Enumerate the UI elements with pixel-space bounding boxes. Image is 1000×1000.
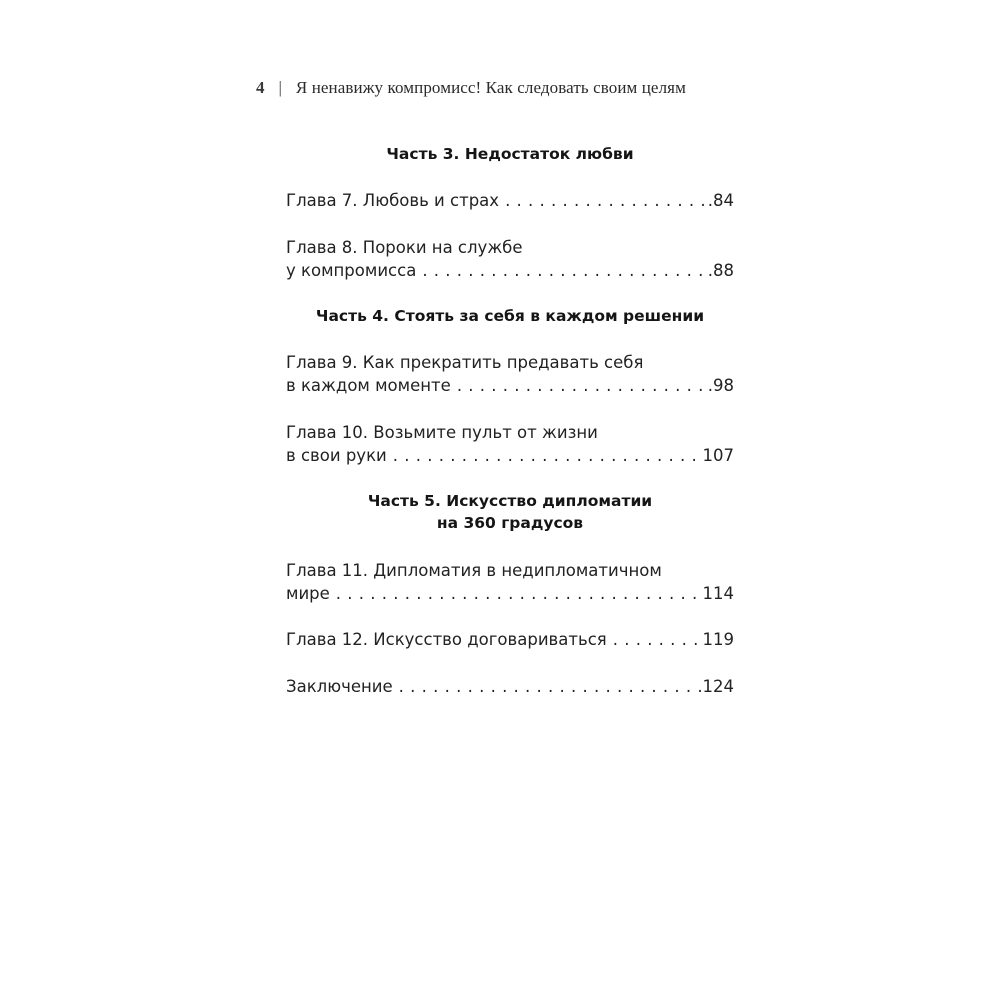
chapter-7-page: .84 <box>707 191 734 210</box>
part-3-title: Часть 3. Недостаток любви <box>386 145 634 163</box>
dot-leader <box>457 374 706 397</box>
conclusion-title: Заключение <box>286 677 393 696</box>
toc-entry-chapter-10 <box>286 421 734 467</box>
chapter-11-page: 114 <box>702 584 734 603</box>
dot-leader <box>613 628 701 651</box>
chapter-9-page: .98 <box>707 376 734 395</box>
page-number: 4 <box>256 78 265 97</box>
part-5-title-line-2: на 360 градусов <box>436 514 584 532</box>
chapter-12-title: Глава 12. Искусство договариваться <box>286 630 607 649</box>
dot-leader <box>399 675 701 698</box>
conclusion-page: 124 <box>702 677 734 696</box>
part-5-title-line-1: Часть 5. Искусство дипломатии <box>367 492 653 510</box>
chapter-10-page: 107 <box>702 446 734 465</box>
dot-leader <box>505 189 706 212</box>
dot-leader <box>422 259 705 282</box>
book-title: Я ненавижу компромисс! Как следовать своим целям <box>295 78 686 97</box>
chapter-8-page: .88 <box>707 261 734 280</box>
chapter-12-page: 119 <box>702 630 734 649</box>
toc-entry-chapter-12 <box>286 628 734 651</box>
header-separator: | <box>278 78 282 97</box>
toc-entry-chapter-9 <box>286 351 734 397</box>
chapter-9-title-line-2: в каждом моменте <box>286 376 451 395</box>
chapter-10-title-line-2: в свои руки <box>286 446 387 465</box>
chapter-11-title-line-1: Глава 11. Дипломатия в недипломатичном <box>286 561 662 580</box>
toc-entry-chapter-11 <box>286 559 734 605</box>
toc-entry-chapter-8 <box>286 236 734 282</box>
chapter-8-title-line-1: Глава 8. Пороки на службе <box>286 238 523 257</box>
running-header <box>256 74 686 102</box>
chapter-8-title-line-2: у компромисса <box>286 261 417 280</box>
dot-leader <box>336 582 701 605</box>
chapter-10-title-line-1: Глава 10. Возьмите пульт от жизни <box>286 423 598 442</box>
chapter-7-title: Глава 7. Любовь и страх <box>286 191 500 210</box>
toc-entry-chapter-7 <box>286 189 734 212</box>
chapter-11-title-line-2: мире <box>286 584 330 603</box>
chapter-9-title-line-1: Глава 9. Как прекратить предавать себя <box>286 353 644 372</box>
dot-leader <box>393 444 701 467</box>
toc-entry-conclusion <box>286 675 734 698</box>
part-4-title: Часть 4. Стоять за себя в каждом решении <box>315 307 705 325</box>
